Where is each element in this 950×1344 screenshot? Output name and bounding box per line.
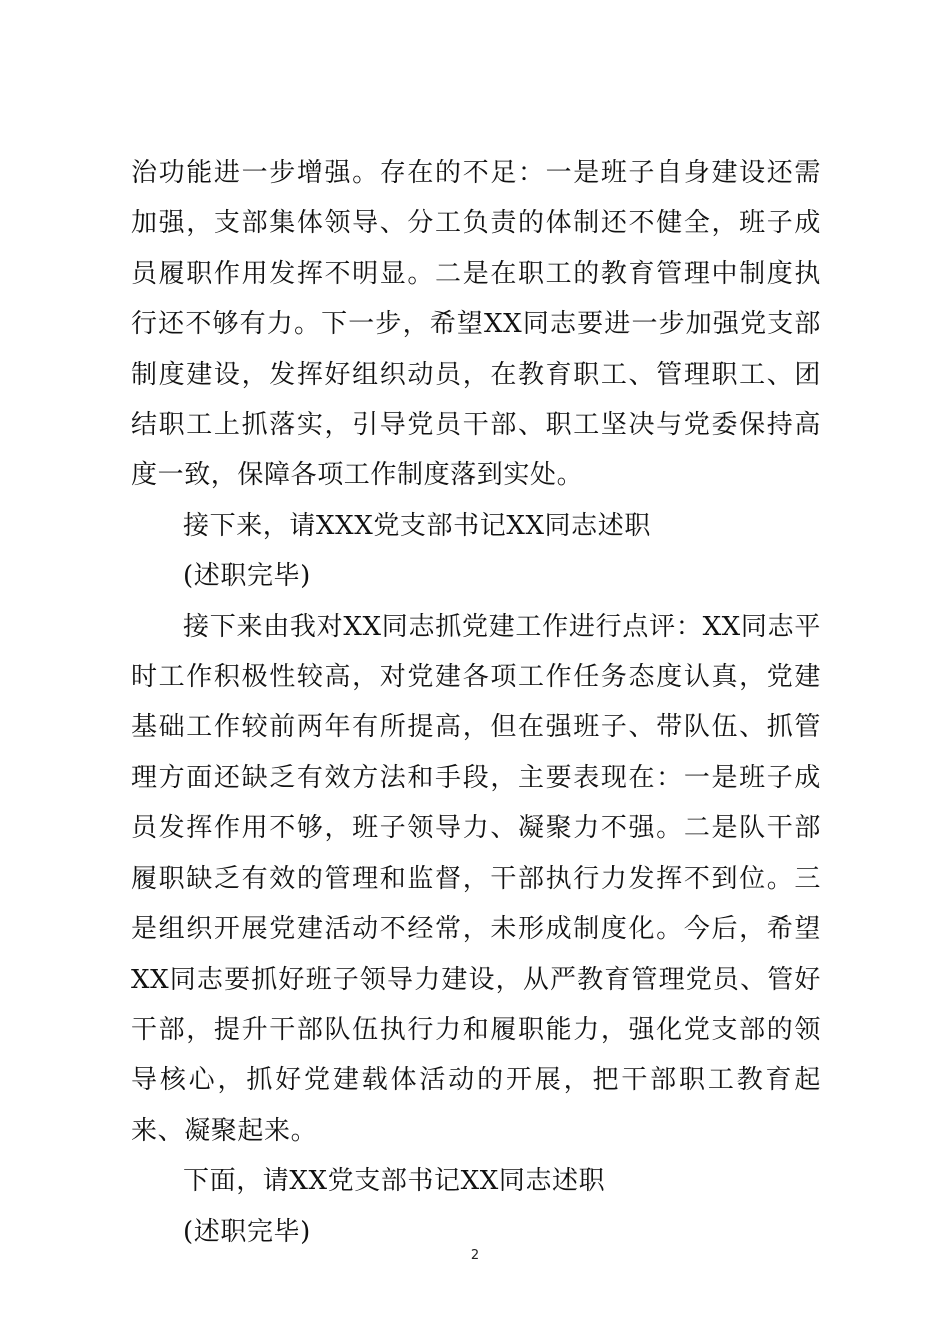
paragraph-next-report-2: 下面，请XX党支部书记XX同志述职 [183,1166,606,1197]
paragraph-evaluation-2: 接下来由我对XX同志抓党建工作进行点评：XX同志平时工作积极性较高，对党建各项工作任务态度认真，党建基础工作较前两年有所提高，但在强班子、带队伍、抓管理方面还缺乏有效方法和手段，主要表现在：一是班子成员发挥作用不够，班子领导力、凝聚力不强。二是队干部履职缺乏有效的管理和监督，干部执行力发挥不到位。三是组织开展党建活动不经常，未形成制度化。今后，希望XX同志要抓好班子领导力建设，从严教育管理党员、管好干部，提升干部队伍执行力和履职能力，强化党支部的领导核心，抓好党建载体活动的开展，把干部职工教育起来、凝聚起来。 [131,611,821,1146]
paragraph-evaluation-continued: 治功能进一步增强。存在的不足：一是班子自身建设还需加强，支部集体领导、分工负责的体制还不健全，班子成员履职作用发挥不明显。二是在职工的教育管理中制度执行还不够有力。下一步，希望XX同志要进一步加强党支部制度建设，发挥好组织动员，在教育职工、管理职工、团结职工上抓落实，引导党员干部、职工坚决与党委保持高度一致，保障各项工作制度落到实处。 [131,158,821,491]
document-body [131,148,821,1257]
paragraph-report-finished-2: (述职完毕) [183,1216,311,1247]
paragraph-report-finished-1: (述职完毕) [183,561,311,592]
paragraph-next-report-1: 接下来，请XXX党支部书记XX同志述职 [183,510,651,541]
page-number: 2 [470,1248,480,1263]
